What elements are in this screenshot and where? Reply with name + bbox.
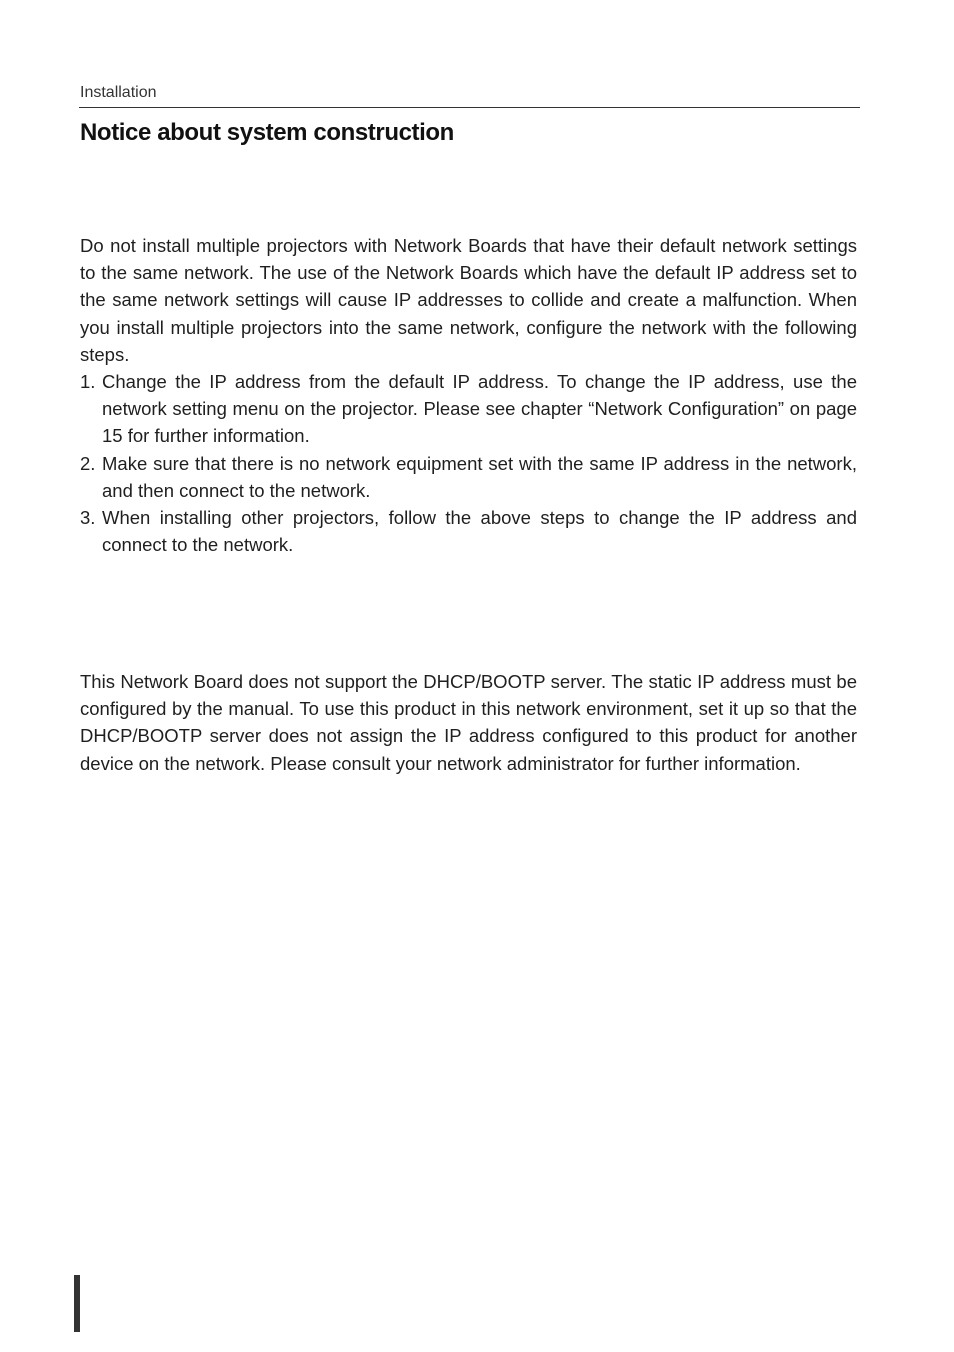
header-divider [79, 107, 860, 108]
section-header-label: Installation [80, 84, 157, 101]
step-text: Change the IP address from the default IP address. To change the IP address, use the network setting menu on the projector. Please see chapter “Network Configuration” on page 15 for further information. [102, 371, 857, 447]
step-item [80, 368, 857, 450]
section-dhcp-notice [80, 668, 857, 777]
step-item [80, 504, 857, 558]
step-number: 2. [80, 452, 96, 474]
steps-list [80, 368, 857, 558]
step-text: When installing other projectors, follow the above steps to change the IP address and connect to the network. [102, 507, 857, 556]
step-text: Make sure that there is no network equipment set with the same IP address in the network, and then connect to the network. [102, 452, 857, 501]
step-number: 3. [80, 507, 96, 529]
section-intro-paragraph: Do not install multiple projectors with Network Boards that have their default network settings to the same network. The use of the Network Boards which have the default IP address set to the same network settings will cause IP addresses to collide and create a malfunction. When you install multiple projectors into the same network, configure the network with the following steps. [80, 235, 857, 365]
step-number: 1. [80, 371, 96, 393]
page-edge-marker [74, 1275, 80, 1332]
section-multiple-projectors [80, 232, 857, 558]
dhcp-paragraph: This Network Board does not support the DHCP/BOOTP server. The static IP address must be configured by the manual. To use this product in this network environment, set it up so that the DHCP/BOOTP server does not assign the IP address configured to this product for another device on the network. Please consult your network administrator for further information. [80, 671, 857, 774]
step-item [80, 450, 857, 504]
page-title: Notice about system construction [80, 119, 454, 146]
